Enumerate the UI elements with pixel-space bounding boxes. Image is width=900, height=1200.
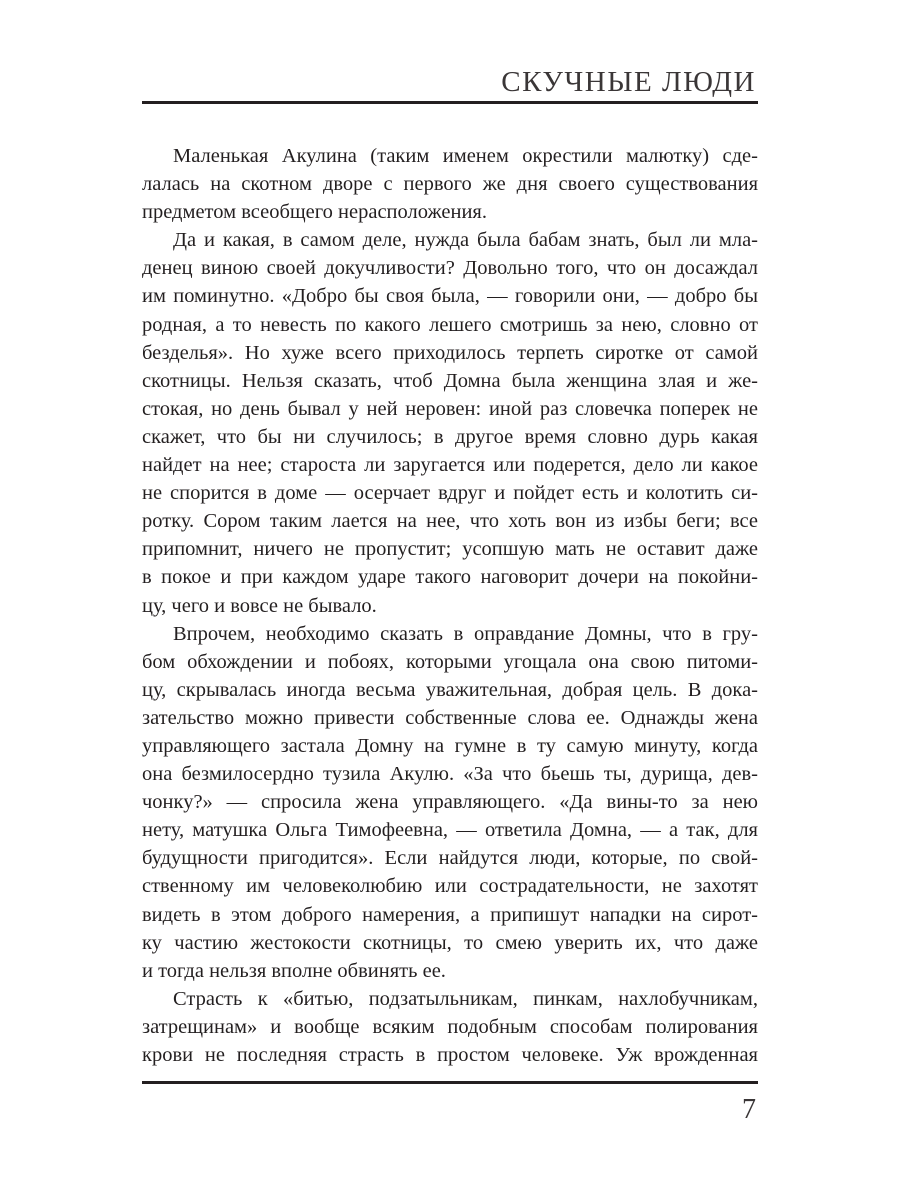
text-line: затрещинам» и вообще всяким подобным способам полирования xyxy=(142,1015,758,1038)
text-line: ку частию жестокости скотницы, то смею уверить их, что даже xyxy=(142,931,758,954)
text-line: будущности пригодится». Если найдутся люди, которые, по свой- xyxy=(142,847,758,870)
text-line: припомнит, ничего не пропустит; усопшую мать не оставит даже xyxy=(142,538,758,561)
text-line: Впрочем, необходимо сказать в оправдание Домны, что в гру- xyxy=(173,622,758,645)
text-line: лалась на скотном дворе с первого же дня своего существования xyxy=(142,173,758,196)
text-line: цу, скрывалась иногда весьма уважительная, добрая цель. В дока- xyxy=(142,678,758,701)
text-line: и тогда нельзя вполне обвинять ее. xyxy=(142,959,446,982)
body-text xyxy=(142,142,758,1069)
paragraph xyxy=(142,620,758,985)
text-line: денец виною своей докучливости? Довольно того, что он досаждал xyxy=(142,257,758,280)
text-line: предметом всеобщего нерасположения. xyxy=(142,201,487,224)
text-line: безделья». Но хуже всего приходилось терпеть сиротке от самой xyxy=(142,341,758,364)
text-line: видеть в этом доброго намерения, а припишут нападки на сирот- xyxy=(142,903,758,926)
paragraph xyxy=(142,985,758,1069)
text-line: бом обхождении и побоях, которыми угощала она свою питоми- xyxy=(142,650,758,673)
running-head: СКУЧНЫЕ ЛЮДИ xyxy=(501,66,756,98)
text-line: Да и какая, в самом деле, нужда была бабам знать, был ли мла- xyxy=(173,229,758,252)
text-line: не спорится в доме — осерчает вдруг и пойдет есть и колотить си- xyxy=(142,482,758,505)
text-line: стокая, но день бывал у ней неровен: иной раз словечка поперек не xyxy=(142,397,758,420)
text-line: найдет на нее; староста ли заругается или подерется, дело ли какое xyxy=(142,454,758,477)
text-line: скотницы. Нельзя сказать, чтоб Домна была женщина злая и же- xyxy=(142,369,758,392)
text-line: Страсть к «битью, подзатыльникам, пинкам, нахлобучникам, xyxy=(173,987,758,1010)
text-line: управляющего застала Домну на гумне в ту самую минуту, когда xyxy=(142,734,758,757)
text-line: Маленькая Акулина (таким именем окрестили малютку) сде- xyxy=(173,145,758,167)
text-line: зательство можно привести собственные слова ее. Однажды жена xyxy=(142,706,758,729)
text-line: крови не последняя страсть в простом человеке. Уж врожденная xyxy=(142,1044,758,1066)
header-rule xyxy=(142,101,758,104)
text-line: ротку. Сором таким лается на нее, что хоть вон из избы беги; все xyxy=(142,510,758,533)
text-line: чонку?» — спросила жена управляющего. «Да вины-то за нею xyxy=(142,791,758,814)
footer-rule xyxy=(142,1081,758,1084)
text-line: она безмилосердно тузила Акулю. «За что бьешь ты, дурища, дев- xyxy=(142,763,758,786)
paragraph xyxy=(142,142,758,226)
paragraph xyxy=(142,226,758,619)
text-line: цу, чего и вовсе не бывало. xyxy=(142,594,377,617)
text-line: в покое и при каждом ударе такого наговорит дочери на покойни- xyxy=(142,566,758,589)
text-line: нету, матушка Ольга Тимофеевна, — ответила Домна, — а так, для xyxy=(142,819,758,842)
page-number: 7 xyxy=(742,1094,756,1125)
text-line: им поминутно. «Добро бы своя была, — говорили они, — добро бы xyxy=(142,285,758,308)
text-line: скажет, что бы ни случилось; в другое время словно дурь какая xyxy=(142,425,758,448)
text-line: родная, а то невесть по какого лешего смотришь за нею, словно от xyxy=(142,313,758,336)
text-line: ственному им человеколюбию или сострадательности, не захотят xyxy=(142,875,758,898)
